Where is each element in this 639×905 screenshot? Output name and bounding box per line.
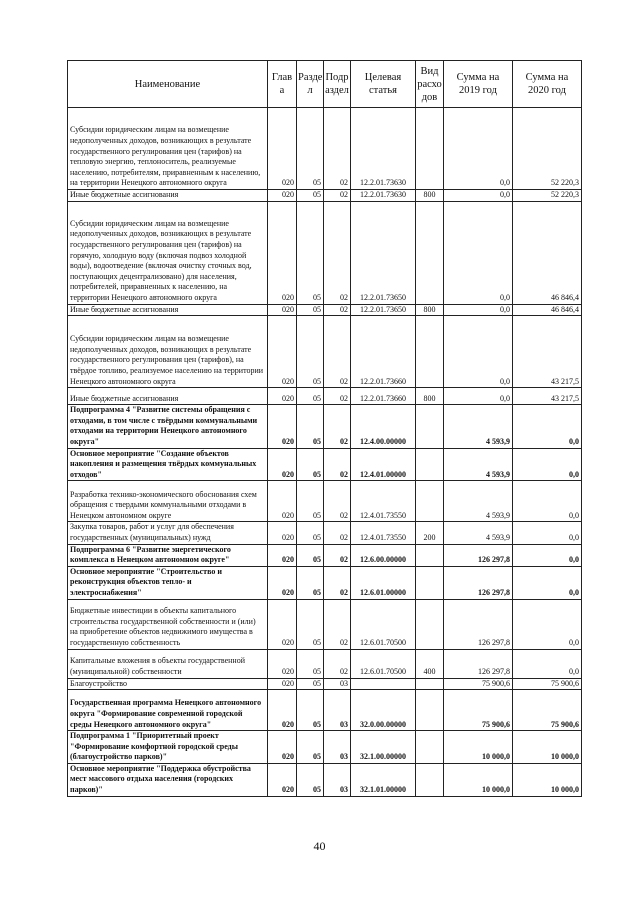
- cell-sum-2019: 10 000,0: [444, 731, 513, 764]
- cell-sum-2020: 0,0: [513, 405, 582, 448]
- cell-podrazdel: 03: [324, 678, 351, 690]
- cell-sum-2019: 126 297,8: [444, 544, 513, 566]
- cell-glava: 020: [268, 731, 297, 764]
- cell-razdel: 05: [297, 316, 324, 388]
- cell-name: Подпрограмма 1 "Приоритетный проект "Формирование комфортной городской среды (благоустройство парков)": [68, 731, 268, 764]
- table-row: [68, 190, 582, 202]
- cell-razdel: 05: [297, 763, 324, 796]
- cell-sum-2020: 75 900,6: [513, 690, 582, 731]
- cell-name: Субсидии юридическим лицам на возмещение недополученных доходов, возникающих в результате государственного регулирования цен (тарифов) на тепловую энергию, теплоноситель, реализуемые населению, потребителям, приравненным к населению, на территории Ненецкого автономного округа: [68, 108, 268, 190]
- cell-sum-2019: 0,0: [444, 190, 513, 202]
- page-number: 40: [313, 839, 326, 853]
- cell-sum-2020: 0,0: [513, 566, 582, 599]
- cell-sum-2019: 4 593,9: [444, 448, 513, 481]
- cell-statya: 12.4.01.73550: [351, 522, 416, 544]
- cell-glava: 020: [268, 599, 297, 649]
- cell-sum-2019: 126 297,8: [444, 649, 513, 678]
- table-row: [68, 108, 582, 190]
- cell-sum-2020: 0,0: [513, 599, 582, 649]
- cell-statya: 12.6.00.00000: [351, 544, 416, 566]
- cell-sum-2019: 126 297,8: [444, 566, 513, 599]
- table-row: [68, 481, 582, 522]
- table-row: [68, 763, 582, 796]
- cell-razdel: 05: [297, 304, 324, 316]
- table-row: [68, 544, 582, 566]
- cell-sum-2019: 0,0: [444, 108, 513, 190]
- cell-sum-2020: 43 217,5: [513, 388, 582, 405]
- header-sum-2020: Сумма на 2020 год: [513, 61, 582, 108]
- cell-sum-2019: 0,0: [444, 201, 513, 304]
- cell-name: Иные бюджетные ассигнования: [68, 304, 268, 316]
- cell-glava: 020: [268, 649, 297, 678]
- cell-podrazdel: 02: [324, 544, 351, 566]
- cell-sum-2020: 75 900,6: [513, 678, 582, 690]
- cell-sum-2020: 0,0: [513, 448, 582, 481]
- cell-vid: [416, 201, 444, 304]
- cell-statya: 32.0.00.00000: [351, 690, 416, 731]
- cell-sum-2019: 0,0: [444, 304, 513, 316]
- table-row: [68, 448, 582, 481]
- cell-name: Разработка технико-экономического обоснования схем обращения с твердыми коммунальными отходами в Ненецком автономном округе: [68, 481, 268, 522]
- cell-statya: 12.2.01.73650: [351, 304, 416, 316]
- cell-razdel: 05: [297, 481, 324, 522]
- cell-statya: 12.2.01.73630: [351, 108, 416, 190]
- cell-podrazdel: 02: [324, 599, 351, 649]
- table-body: [68, 108, 582, 797]
- cell-razdel: 05: [297, 201, 324, 304]
- cell-sum-2020: 0,0: [513, 522, 582, 544]
- cell-razdel: 05: [297, 448, 324, 481]
- table-row: [68, 304, 582, 316]
- cell-podrazdel: 02: [324, 201, 351, 304]
- cell-vid: 800: [416, 190, 444, 202]
- cell-podrazdel: 02: [324, 405, 351, 448]
- cell-glava: 020: [268, 690, 297, 731]
- cell-podrazdel: 03: [324, 731, 351, 764]
- cell-podrazdel: 02: [324, 190, 351, 202]
- cell-podrazdel: 02: [324, 566, 351, 599]
- cell-razdel: 05: [297, 649, 324, 678]
- cell-name: Государственная программа Ненецкого автономного округа "Формирование современной городской среды Ненецкого автономного округа": [68, 690, 268, 731]
- cell-statya: [351, 678, 416, 690]
- cell-razdel: 05: [297, 544, 324, 566]
- cell-sum-2019: 4 593,9: [444, 522, 513, 544]
- cell-name: Иные бюджетные ассигнования: [68, 190, 268, 202]
- cell-razdel: 05: [297, 522, 324, 544]
- cell-sum-2019: 75 900,6: [444, 678, 513, 690]
- cell-sum-2019: 0,0: [444, 316, 513, 388]
- header-sum-2019: Сумма на 2019 год: [444, 61, 513, 108]
- cell-sum-2019: 0,0: [444, 388, 513, 405]
- table-row: [68, 731, 582, 764]
- budget-table: [67, 60, 582, 797]
- cell-sum-2019: 75 900,6: [444, 690, 513, 731]
- cell-glava: 020: [268, 448, 297, 481]
- cell-statya: 12.6.01.00000: [351, 566, 416, 599]
- cell-sum-2020: 52 220,3: [513, 190, 582, 202]
- cell-sum-2020: 10 000,0: [513, 763, 582, 796]
- cell-razdel: 05: [297, 678, 324, 690]
- cell-statya: 12.2.01.73660: [351, 388, 416, 405]
- cell-vid: [416, 678, 444, 690]
- cell-vid: [416, 566, 444, 599]
- cell-glava: 020: [268, 108, 297, 190]
- cell-vid: 200: [416, 522, 444, 544]
- cell-statya: 12.4.01.00000: [351, 448, 416, 481]
- cell-razdel: 05: [297, 108, 324, 190]
- cell-glava: 020: [268, 678, 297, 690]
- cell-glava: 020: [268, 304, 297, 316]
- cell-statya: 12.2.01.73650: [351, 201, 416, 304]
- header-statya: Целевая статья: [351, 61, 416, 108]
- cell-glava: 020: [268, 190, 297, 202]
- cell-podrazdel: 02: [324, 108, 351, 190]
- cell-name: Основное мероприятие "Создание объектов накопления и размещения твёрдых коммунальных отходов": [68, 448, 268, 481]
- table-row: [68, 678, 582, 690]
- header-glava: Глав а: [268, 61, 297, 108]
- cell-statya: 32.1.00.00000: [351, 731, 416, 764]
- cell-razdel: 05: [297, 599, 324, 649]
- table-row: [68, 649, 582, 678]
- table-row: [68, 599, 582, 649]
- cell-sum-2019: 10 000,0: [444, 763, 513, 796]
- cell-sum-2020: 43 217,5: [513, 316, 582, 388]
- cell-vid: [416, 316, 444, 388]
- table-row: [68, 388, 582, 405]
- table-row: [68, 566, 582, 599]
- cell-podrazdel: 03: [324, 763, 351, 796]
- cell-statya: 12.4.01.73550: [351, 481, 416, 522]
- cell-vid: [416, 448, 444, 481]
- cell-vid: 400: [416, 649, 444, 678]
- cell-podrazdel: 02: [324, 481, 351, 522]
- cell-name: Подпрограмма 6 "Развитие энергетического комплекса в Ненецком автономном округе": [68, 544, 268, 566]
- cell-glava: 020: [268, 388, 297, 405]
- cell-statya: 12.4.00.00000: [351, 405, 416, 448]
- header-name: Наименование: [68, 61, 268, 108]
- table-row: [68, 690, 582, 731]
- cell-podrazdel: 02: [324, 649, 351, 678]
- cell-glava: 020: [268, 201, 297, 304]
- cell-statya: 32.1.01.00000: [351, 763, 416, 796]
- cell-name: Благоустройство: [68, 678, 268, 690]
- cell-name: Иные бюджетные ассигнования: [68, 388, 268, 405]
- cell-sum-2020: 0,0: [513, 544, 582, 566]
- cell-name: Субсидии юридическим лицам на возмещение недополученных доходов, возникающих в результате государственного регулирования цен (тарифов) на горячую, холодную воду (включая подвоз холодной воды), водоотведение (включая очистку сточных вод, поступающих децентрализовано) для населения, потребителей, приравненных к населению, на территории Ненецкого автономного округа: [68, 201, 268, 304]
- cell-name: Капитальные вложения в объекты государственной (муниципальной) собственности: [68, 649, 268, 678]
- cell-podrazdel: 02: [324, 448, 351, 481]
- cell-vid: 800: [416, 388, 444, 405]
- cell-vid: [416, 731, 444, 764]
- cell-vid: [416, 690, 444, 731]
- cell-vid: [416, 763, 444, 796]
- cell-razdel: 05: [297, 405, 324, 448]
- cell-sum-2019: 4 593,9: [444, 405, 513, 448]
- cell-name: Субсидии юридическим лицам на возмещение недополученных доходов, возникающих в результате государственного регулирования цен (тарифов), на твёрдое топливо, реализуемое населению на территории Ненецкого автономного округа: [68, 316, 268, 388]
- header-vid: Вид расхо дов: [416, 61, 444, 108]
- cell-vid: [416, 544, 444, 566]
- cell-name: Закупка товаров, работ и услуг для обеспечения государственных (муниципальных) нужд: [68, 522, 268, 544]
- cell-glava: 020: [268, 316, 297, 388]
- cell-razdel: 05: [297, 566, 324, 599]
- cell-glava: 020: [268, 522, 297, 544]
- cell-glava: 020: [268, 566, 297, 599]
- cell-statya: 12.6.01.70500: [351, 599, 416, 649]
- cell-vid: 800: [416, 304, 444, 316]
- cell-sum-2019: 4 593,9: [444, 481, 513, 522]
- header-podrazdel: Подр аздел: [324, 61, 351, 108]
- cell-sum-2020: 0,0: [513, 649, 582, 678]
- cell-razdel: 05: [297, 190, 324, 202]
- cell-podrazdel: 03: [324, 690, 351, 731]
- table-row: [68, 522, 582, 544]
- cell-sum-2020: 46 846,4: [513, 304, 582, 316]
- cell-name: Бюджетные инвестиции в объекты капитального строительства государственной собственности и (или) на приобретение объектов недвижимого имущества в государственную собственность: [68, 599, 268, 649]
- cell-statya: 12.2.01.73630: [351, 190, 416, 202]
- cell-glava: 020: [268, 405, 297, 448]
- table-row: [68, 405, 582, 448]
- cell-vid: [416, 481, 444, 522]
- cell-podrazdel: 02: [324, 316, 351, 388]
- cell-glava: 020: [268, 481, 297, 522]
- cell-podrazdel: 02: [324, 304, 351, 316]
- cell-podrazdel: 02: [324, 522, 351, 544]
- header-razdel: Разде л: [297, 61, 324, 108]
- table-row: [68, 316, 582, 388]
- cell-glava: 020: [268, 763, 297, 796]
- cell-name: Основное мероприятие "Строительство и реконструкция объектов тепло- и электроснабжения": [68, 566, 268, 599]
- cell-statya: 12.6.01.70500: [351, 649, 416, 678]
- cell-vid: [416, 108, 444, 190]
- cell-sum-2020: 46 846,4: [513, 201, 582, 304]
- cell-name: Подпрограмма 4 "Развитие системы обращения с отходами, в том числе с твёрдыми коммунальными отходами на территории Ненецкого автономного округа": [68, 405, 268, 448]
- cell-podrazdel: 02: [324, 388, 351, 405]
- cell-razdel: 05: [297, 690, 324, 731]
- cell-sum-2019: 126 297,8: [444, 599, 513, 649]
- cell-glava: 020: [268, 544, 297, 566]
- cell-vid: [416, 405, 444, 448]
- cell-razdel: 05: [297, 731, 324, 764]
- table-row: [68, 201, 582, 304]
- cell-sum-2020: 10 000,0: [513, 731, 582, 764]
- cell-statya: 12.2.01.73660: [351, 316, 416, 388]
- header-row: [68, 61, 582, 108]
- cell-sum-2020: 52 220,3: [513, 108, 582, 190]
- cell-sum-2020: 0,0: [513, 481, 582, 522]
- cell-vid: [416, 599, 444, 649]
- cell-name: Основное мероприятие "Поддержка обустройства мест массового отдыха населения (городских парков)": [68, 763, 268, 796]
- cell-razdel: 05: [297, 388, 324, 405]
